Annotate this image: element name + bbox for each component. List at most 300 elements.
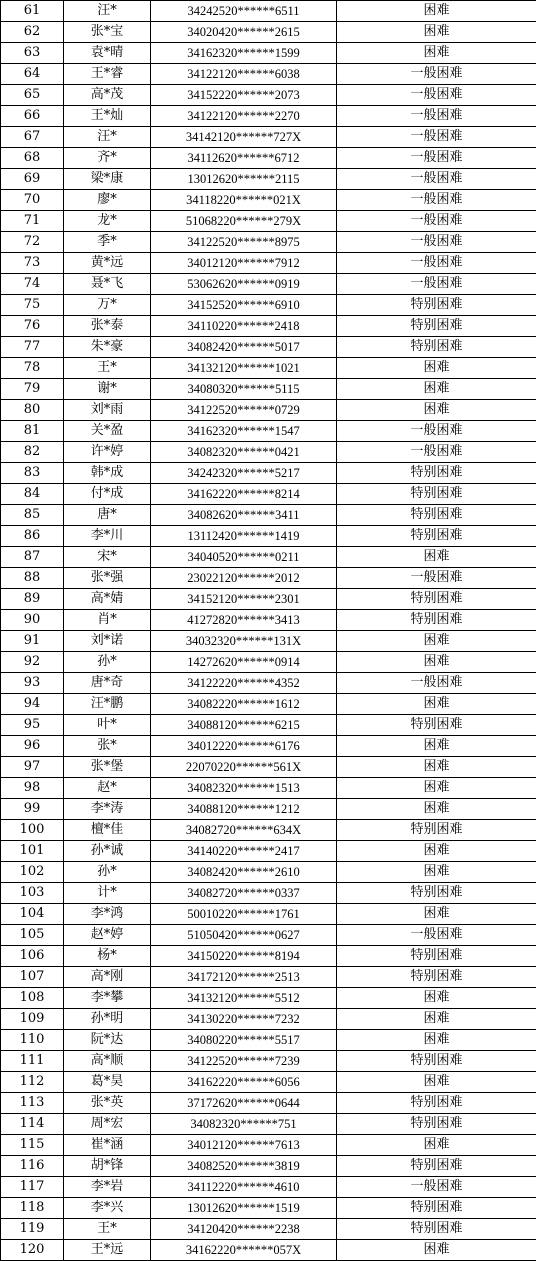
difficulty-level: 困难	[337, 841, 536, 862]
difficulty-level: 特别困难	[337, 946, 536, 967]
id-number: 34122220******4352	[151, 673, 337, 694]
student-name: 孙*明	[64, 1009, 151, 1030]
id-number: 34162220******6056	[151, 1072, 337, 1093]
row-number: 94	[1, 694, 64, 715]
difficulty-level: 困难	[337, 358, 536, 379]
id-number: 34082620******3411	[151, 505, 337, 526]
row-number: 85	[1, 505, 64, 526]
row-number: 75	[1, 295, 64, 316]
difficulty-level: 特别困难	[337, 1156, 536, 1177]
table-row	[1, 1198, 536, 1219]
difficulty-level: 困难	[337, 799, 536, 820]
id-number: 34088120******1212	[151, 799, 337, 820]
table-row	[1, 211, 536, 232]
table-row	[1, 1, 536, 22]
table-row	[1, 421, 536, 442]
id-number: 34012220******6176	[151, 736, 337, 757]
student-name: 崔*涵	[64, 1135, 151, 1156]
row-number: 119	[1, 1219, 64, 1240]
row-number: 103	[1, 883, 64, 904]
row-number: 114	[1, 1114, 64, 1135]
difficulty-level: 特别困难	[337, 526, 536, 547]
student-name: 高*茂	[64, 85, 151, 106]
student-name: 李*川	[64, 526, 151, 547]
student-name: 李*岩	[64, 1177, 151, 1198]
student-name: 袁*晴	[64, 43, 151, 64]
id-number: 34150220******8194	[151, 946, 337, 967]
difficulty-level: 特别困难	[337, 589, 536, 610]
row-number: 100	[1, 820, 64, 841]
row-number: 115	[1, 1135, 64, 1156]
difficulty-level: 一般困难	[337, 253, 536, 274]
student-name: 孙*诚	[64, 841, 151, 862]
student-name: 刘*雨	[64, 400, 151, 421]
id-number: 34152220******2073	[151, 85, 337, 106]
id-number: 34242320******5217	[151, 463, 337, 484]
difficulty-level: 特别困难	[337, 883, 536, 904]
id-number: 34080220******5517	[151, 1030, 337, 1051]
row-number: 66	[1, 106, 64, 127]
difficulty-level: 困难	[337, 1072, 536, 1093]
table-row	[1, 589, 536, 610]
student-name: 廖*	[64, 190, 151, 211]
table-row	[1, 1072, 536, 1093]
id-number: 34140220******2417	[151, 841, 337, 862]
id-number: 13012620******1519	[151, 1198, 337, 1219]
difficulty-level: 特别困难	[337, 337, 536, 358]
difficulty-level: 一般困难	[337, 64, 536, 85]
id-number: 34088120******6215	[151, 715, 337, 736]
table-row	[1, 904, 536, 925]
table-row	[1, 358, 536, 379]
table-row	[1, 610, 536, 631]
difficulty-level: 一般困难	[337, 169, 536, 190]
student-name: 季*	[64, 232, 151, 253]
table-row	[1, 1156, 536, 1177]
row-number: 86	[1, 526, 64, 547]
row-number: 97	[1, 757, 64, 778]
table-row	[1, 841, 536, 862]
student-name: 刘*诺	[64, 631, 151, 652]
row-number: 77	[1, 337, 64, 358]
student-name: 孙*	[64, 862, 151, 883]
id-number: 34112220******4610	[151, 1177, 337, 1198]
student-name: 檀*佳	[64, 820, 151, 841]
table-row	[1, 1051, 536, 1072]
difficulty-level: 困难	[337, 1135, 536, 1156]
student-name: 汪*	[64, 1, 151, 22]
difficulty-level: 困难	[337, 631, 536, 652]
table-row	[1, 694, 536, 715]
row-number: 74	[1, 274, 64, 295]
table-row	[1, 547, 536, 568]
student-name: 朱*豪	[64, 337, 151, 358]
id-number: 34242520******6511	[151, 1, 337, 22]
student-name: 谢*	[64, 379, 151, 400]
id-number: 34080320******5115	[151, 379, 337, 400]
row-number: 118	[1, 1198, 64, 1219]
table-row	[1, 463, 536, 484]
table-row	[1, 925, 536, 946]
table-row	[1, 484, 536, 505]
id-number: 34110220******2418	[151, 316, 337, 337]
row-number: 91	[1, 631, 64, 652]
student-name: 聂*飞	[64, 274, 151, 295]
row-number: 90	[1, 610, 64, 631]
student-name: 高*顺	[64, 1051, 151, 1072]
student-name: 张*	[64, 736, 151, 757]
table-row	[1, 64, 536, 85]
id-number: 34040520******0211	[151, 547, 337, 568]
difficulty-level: 特别困难	[337, 1051, 536, 1072]
student-name: 高*婧	[64, 589, 151, 610]
student-name: 李*攀	[64, 988, 151, 1009]
row-number: 76	[1, 316, 64, 337]
difficulty-level: 困难	[337, 694, 536, 715]
student-name: 阮*达	[64, 1030, 151, 1051]
row-number: 104	[1, 904, 64, 925]
student-name: 关*盈	[64, 421, 151, 442]
id-number: 34132120******5512	[151, 988, 337, 1009]
difficulty-level: 特别困难	[337, 463, 536, 484]
difficulty-level: 困难	[337, 1240, 536, 1261]
id-number: 51050420******0627	[151, 925, 337, 946]
row-number: 63	[1, 43, 64, 64]
difficulty-level: 困难	[337, 736, 536, 757]
row-number: 105	[1, 925, 64, 946]
row-number: 92	[1, 652, 64, 673]
difficulty-level: 特别困难	[337, 1114, 536, 1135]
row-number: 84	[1, 484, 64, 505]
id-number: 34020420******2615	[151, 22, 337, 43]
difficulty-level: 一般困难	[337, 1177, 536, 1198]
table-row	[1, 316, 536, 337]
difficulty-level: 困难	[337, 904, 536, 925]
difficulty-level: 困难	[337, 400, 536, 421]
table-row	[1, 1219, 536, 1240]
difficulty-level: 一般困难	[337, 421, 536, 442]
row-number: 106	[1, 946, 64, 967]
difficulty-level: 困难	[337, 1, 536, 22]
difficulty-level: 特别困难	[337, 484, 536, 505]
id-number: 34012120******7613	[151, 1135, 337, 1156]
row-number: 117	[1, 1177, 64, 1198]
student-name: 胡*锋	[64, 1156, 151, 1177]
table-row	[1, 22, 536, 43]
id-number: 13112420******1419	[151, 526, 337, 547]
id-number: 34082320******0421	[151, 442, 337, 463]
difficulty-level: 一般困难	[337, 925, 536, 946]
student-name: 黄*远	[64, 253, 151, 274]
student-name: 孙*	[64, 652, 151, 673]
row-number: 99	[1, 799, 64, 820]
student-name: 韩*成	[64, 463, 151, 484]
row-number: 110	[1, 1030, 64, 1051]
row-number: 93	[1, 673, 64, 694]
id-number: 34130220******7232	[151, 1009, 337, 1030]
difficulty-level: 困难	[337, 652, 536, 673]
difficulty-level: 困难	[337, 547, 536, 568]
id-number: 34082320******751	[151, 1114, 337, 1135]
table-row	[1, 1093, 536, 1114]
row-number: 68	[1, 148, 64, 169]
student-name: 宋*	[64, 547, 151, 568]
difficulty-level: 特别困难	[337, 1219, 536, 1240]
row-number: 107	[1, 967, 64, 988]
student-name: 叶*	[64, 715, 151, 736]
table-row	[1, 736, 536, 757]
difficulty-level: 一般困难	[337, 232, 536, 253]
student-name: 王*	[64, 1219, 151, 1240]
student-name: 张*宝	[64, 22, 151, 43]
id-number: 34012120******7912	[151, 253, 337, 274]
id-number: 34118220******021X	[151, 190, 337, 211]
table-row	[1, 1177, 536, 1198]
difficulty-level: 一般困难	[337, 211, 536, 232]
table-row	[1, 169, 536, 190]
table-row	[1, 148, 536, 169]
table-row	[1, 799, 536, 820]
difficulty-level: 特别困难	[337, 967, 536, 988]
difficulty-level: 困难	[337, 778, 536, 799]
id-number: 34082420******2610	[151, 862, 337, 883]
table-row	[1, 1009, 536, 1030]
id-number: 34082420******5017	[151, 337, 337, 358]
table-row	[1, 43, 536, 64]
table-row	[1, 127, 536, 148]
table-row	[1, 274, 536, 295]
table-row	[1, 715, 536, 736]
table-row	[1, 1030, 536, 1051]
student-name: 李*鸿	[64, 904, 151, 925]
id-number: 34152520******6910	[151, 295, 337, 316]
student-name: 赵*婷	[64, 925, 151, 946]
id-number: 34122520******8975	[151, 232, 337, 253]
student-name: 唐*奇	[64, 673, 151, 694]
table-row	[1, 85, 536, 106]
id-number: 34082720******0337	[151, 883, 337, 904]
student-name: 王*睿	[64, 64, 151, 85]
difficulty-level: 特别困难	[337, 505, 536, 526]
table-row	[1, 862, 536, 883]
student-name: 张*堡	[64, 757, 151, 778]
row-number: 81	[1, 421, 64, 442]
table-row	[1, 967, 536, 988]
student-name: 张*泰	[64, 316, 151, 337]
student-name: 王*灿	[64, 106, 151, 127]
id-number: 34082320******1513	[151, 778, 337, 799]
difficulty-level: 困难	[337, 1009, 536, 1030]
student-name: 龙*	[64, 211, 151, 232]
table-row	[1, 106, 536, 127]
table-row	[1, 505, 536, 526]
student-name: 李*涛	[64, 799, 151, 820]
difficulty-level: 特别困难	[337, 610, 536, 631]
row-number: 102	[1, 862, 64, 883]
row-number: 73	[1, 253, 64, 274]
difficulty-level: 困难	[337, 43, 536, 64]
table-row	[1, 652, 536, 673]
student-name: 张*强	[64, 568, 151, 589]
id-number: 34172120******2513	[151, 967, 337, 988]
row-number: 61	[1, 1, 64, 22]
table-row	[1, 295, 536, 316]
row-number: 80	[1, 400, 64, 421]
id-number: 53062620******0919	[151, 274, 337, 295]
table-row	[1, 442, 536, 463]
table-row	[1, 232, 536, 253]
student-name: 许*婷	[64, 442, 151, 463]
row-number: 78	[1, 358, 64, 379]
difficulty-level: 困难	[337, 22, 536, 43]
id-number: 34082220******1612	[151, 694, 337, 715]
row-number: 98	[1, 778, 64, 799]
id-number: 34122120******6038	[151, 64, 337, 85]
id-number: 34082720******634X	[151, 820, 337, 841]
row-number: 64	[1, 64, 64, 85]
row-number: 79	[1, 379, 64, 400]
row-number: 67	[1, 127, 64, 148]
student-name: 肖*	[64, 610, 151, 631]
row-number: 109	[1, 1009, 64, 1030]
difficulty-level: 一般困难	[337, 442, 536, 463]
table-row	[1, 778, 536, 799]
table-row	[1, 337, 536, 358]
row-number: 72	[1, 232, 64, 253]
row-number: 62	[1, 22, 64, 43]
id-number: 34162320******1547	[151, 421, 337, 442]
difficulty-level: 一般困难	[337, 85, 536, 106]
id-number: 34162320******1599	[151, 43, 337, 64]
difficulty-level: 特别困难	[337, 820, 536, 841]
student-name: 付*成	[64, 484, 151, 505]
table-row	[1, 757, 536, 778]
row-number: 87	[1, 547, 64, 568]
table-row	[1, 379, 536, 400]
student-name: 王*远	[64, 1240, 151, 1261]
id-number: 50010220******1761	[151, 904, 337, 925]
difficulty-level: 困难	[337, 988, 536, 1009]
id-number: 34122520******7239	[151, 1051, 337, 1072]
difficulty-level: 特别困难	[337, 295, 536, 316]
difficulty-level: 特别困难	[337, 715, 536, 736]
student-name: 杨*	[64, 946, 151, 967]
row-number: 70	[1, 190, 64, 211]
difficulty-level: 一般困难	[337, 274, 536, 295]
table-row	[1, 673, 536, 694]
row-number: 101	[1, 841, 64, 862]
difficulty-level: 一般困难	[337, 190, 536, 211]
difficulty-level: 特别困难	[337, 1093, 536, 1114]
student-name: 高*刚	[64, 967, 151, 988]
student-name: 梁*康	[64, 169, 151, 190]
row-number: 116	[1, 1156, 64, 1177]
student-name: 葛*昊	[64, 1072, 151, 1093]
student-name: 周*宏	[64, 1114, 151, 1135]
difficulty-level: 困难	[337, 379, 536, 400]
id-number: 34120420******2238	[151, 1219, 337, 1240]
student-name: 张*英	[64, 1093, 151, 1114]
difficulty-level: 特别困难	[337, 1198, 536, 1219]
table-row	[1, 568, 536, 589]
student-name: 汪*	[64, 127, 151, 148]
difficulty-level: 一般困难	[337, 127, 536, 148]
difficulty-level: 一般困难	[337, 568, 536, 589]
row-number: 112	[1, 1072, 64, 1093]
table-row	[1, 400, 536, 421]
row-number: 88	[1, 568, 64, 589]
row-number: 108	[1, 988, 64, 1009]
row-number: 83	[1, 463, 64, 484]
difficulty-level: 困难	[337, 862, 536, 883]
row-number: 111	[1, 1051, 64, 1072]
id-number: 34112620******6712	[151, 148, 337, 169]
id-number: 34122520******0729	[151, 400, 337, 421]
difficulty-level: 特别困难	[337, 316, 536, 337]
row-number: 82	[1, 442, 64, 463]
id-number: 34142120******727X	[151, 127, 337, 148]
row-number: 69	[1, 169, 64, 190]
student-name: 李*兴	[64, 1198, 151, 1219]
row-number: 71	[1, 211, 64, 232]
id-number: 37172620******0644	[151, 1093, 337, 1114]
row-number: 120	[1, 1240, 64, 1261]
student-name: 计*	[64, 883, 151, 904]
difficulty-level: 困难	[337, 757, 536, 778]
table-row	[1, 1135, 536, 1156]
row-number: 65	[1, 85, 64, 106]
id-number: 34032320******131X	[151, 631, 337, 652]
id-number: 34162220******057X	[151, 1240, 337, 1261]
id-number: 34152120******2301	[151, 589, 337, 610]
table-row	[1, 1240, 536, 1261]
table-row	[1, 631, 536, 652]
row-number: 95	[1, 715, 64, 736]
table-row	[1, 946, 536, 967]
row-number: 113	[1, 1093, 64, 1114]
row-number: 89	[1, 589, 64, 610]
student-name: 王*	[64, 358, 151, 379]
difficulty-level: 一般困难	[337, 106, 536, 127]
id-number: 23022120******2012	[151, 568, 337, 589]
table-row	[1, 883, 536, 904]
difficulty-level: 一般困难	[337, 673, 536, 694]
table-row	[1, 988, 536, 1009]
id-number: 13012620******2115	[151, 169, 337, 190]
table-body	[1, 1, 536, 1261]
id-number: 34122120******2270	[151, 106, 337, 127]
table-row	[1, 253, 536, 274]
id-number: 41272820******3413	[151, 610, 337, 631]
difficulty-level: 困难	[337, 1030, 536, 1051]
table-row	[1, 526, 536, 547]
difficulty-level: 一般困难	[337, 148, 536, 169]
id-number: 14272620******0914	[151, 652, 337, 673]
table-row	[1, 190, 536, 211]
table-row	[1, 820, 536, 841]
student-name: 汪*鹏	[64, 694, 151, 715]
table-row	[1, 1114, 536, 1135]
id-number: 22070220******561X	[151, 757, 337, 778]
student-name: 唐*	[64, 505, 151, 526]
student-name: 万*	[64, 295, 151, 316]
student-name: 赵*	[64, 778, 151, 799]
student-name: 齐*	[64, 148, 151, 169]
row-number: 96	[1, 736, 64, 757]
id-number: 34132120******1021	[151, 358, 337, 379]
id-number: 51068220******279X	[151, 211, 337, 232]
id-number: 34162220******8214	[151, 484, 337, 505]
